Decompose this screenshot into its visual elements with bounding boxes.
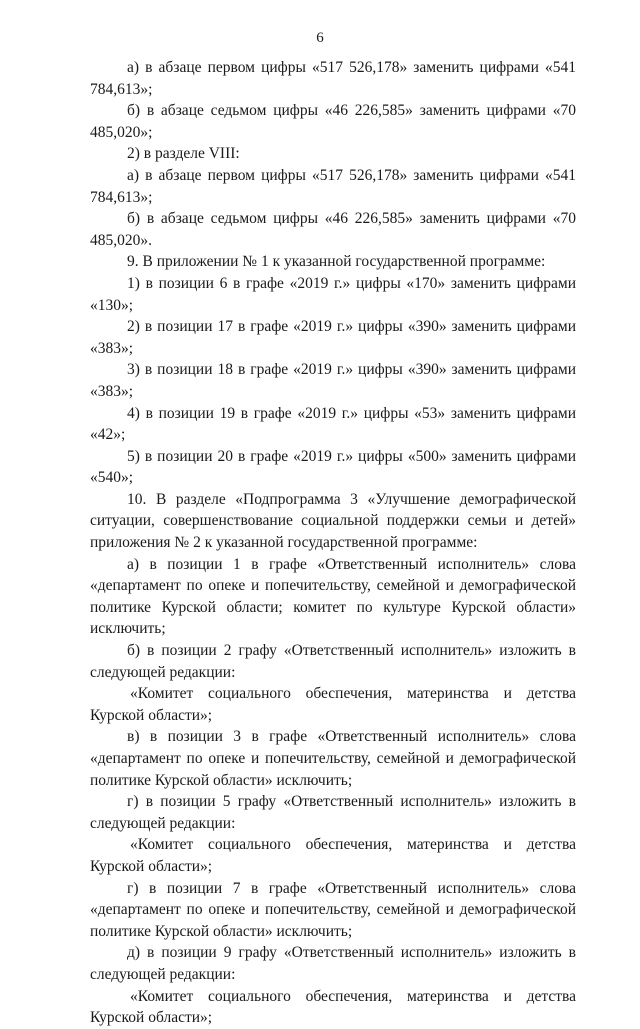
paragraph: д) в позиции 9 графу «Ответственный исполнитель» изложить в следующей редакции: — [90, 944, 576, 983]
page-number: 6 — [316, 30, 324, 46]
paragraph: а) в абзаце первом цифры «517 526,178» заменить цифрами «541 784,613»; — [90, 59, 576, 98]
paragraph: г) в позиции 7 в графе «Ответственный исполнитель» слова «департамент по опеке и попечительству, семейной и демографической политике Курской области» исключить; — [90, 879, 576, 940]
paragraph: а) в позиции 1 в графе «Ответственный исполнитель» слова «департамент по опеке и попечительству, семейной и демографической политике Курской области; комитет по культуре Курской области» исключить; — [90, 555, 576, 638]
paragraph: 3) в позиции 18 в графе «2019 г.» цифры «390» заменить цифрами «383»; — [90, 361, 576, 400]
quoted-paragraph: «Комитет социального обеспечения, материнства и детства Курской области»; — [90, 987, 576, 1027]
paragraph: 2) в разделе VIII: — [127, 145, 240, 163]
paragraph: б) в абзаце седьмом цифры «46 226,585» заменить цифрами «70 485,020»; — [90, 102, 576, 141]
paragraph: 4) в позиции 19 в графе «2019 г.» цифры «53» заменить цифрами «42»; — [90, 404, 576, 444]
quoted-paragraph: «Комитет социального обеспечения, материнства и детства Курской области»; — [90, 836, 576, 875]
paragraph: б) в позиции 2 графу «Ответственный исполнитель» изложить в следующей редакции: — [90, 642, 576, 681]
document-body — [90, 57, 576, 1029]
paragraph: 1) в позиции 6 в графе «2019 г.» цифры «170» заменить цифрами «130»; — [90, 274, 576, 314]
paragraph: 10. В разделе «Подпрограмма 3 «Улучшение демографической ситуации, совершенствование социальной поддержки семьи и детей» приложения № 2 к указанной государственной программе: — [90, 490, 576, 552]
quoted-paragraph: «Комитет социального обеспечения, материнства и детства Курской области»; — [90, 685, 576, 724]
paragraph: а) в абзаце первом цифры «517 526,178» заменить цифрами «541 784,613»; — [90, 166, 576, 206]
paragraph: 5) в позиции 20 в графе «2019 г.» цифры «500» заменить цифрами «540»; — [90, 447, 576, 487]
paragraph: в) в позиции 3 в графе «Ответственный исполнитель» слова «департамент по опеке и попечительству, семейной и демографической политике Курской области» исключить; — [90, 728, 576, 789]
paragraph: 2) в позиции 17 в графе «2019 г.» цифры «390» заменить цифрами «383»; — [90, 318, 576, 357]
paragraph: г) в позиции 5 графу «Ответственный исполнитель» изложить в следующей редакции: — [90, 793, 576, 832]
paragraph: б) в абзаце седьмом цифры «46 226,585» заменить цифрами «70 485,020». — [90, 210, 576, 249]
paragraph: 9. В приложении № 1 к указанной государственной программе: — [127, 253, 546, 271]
